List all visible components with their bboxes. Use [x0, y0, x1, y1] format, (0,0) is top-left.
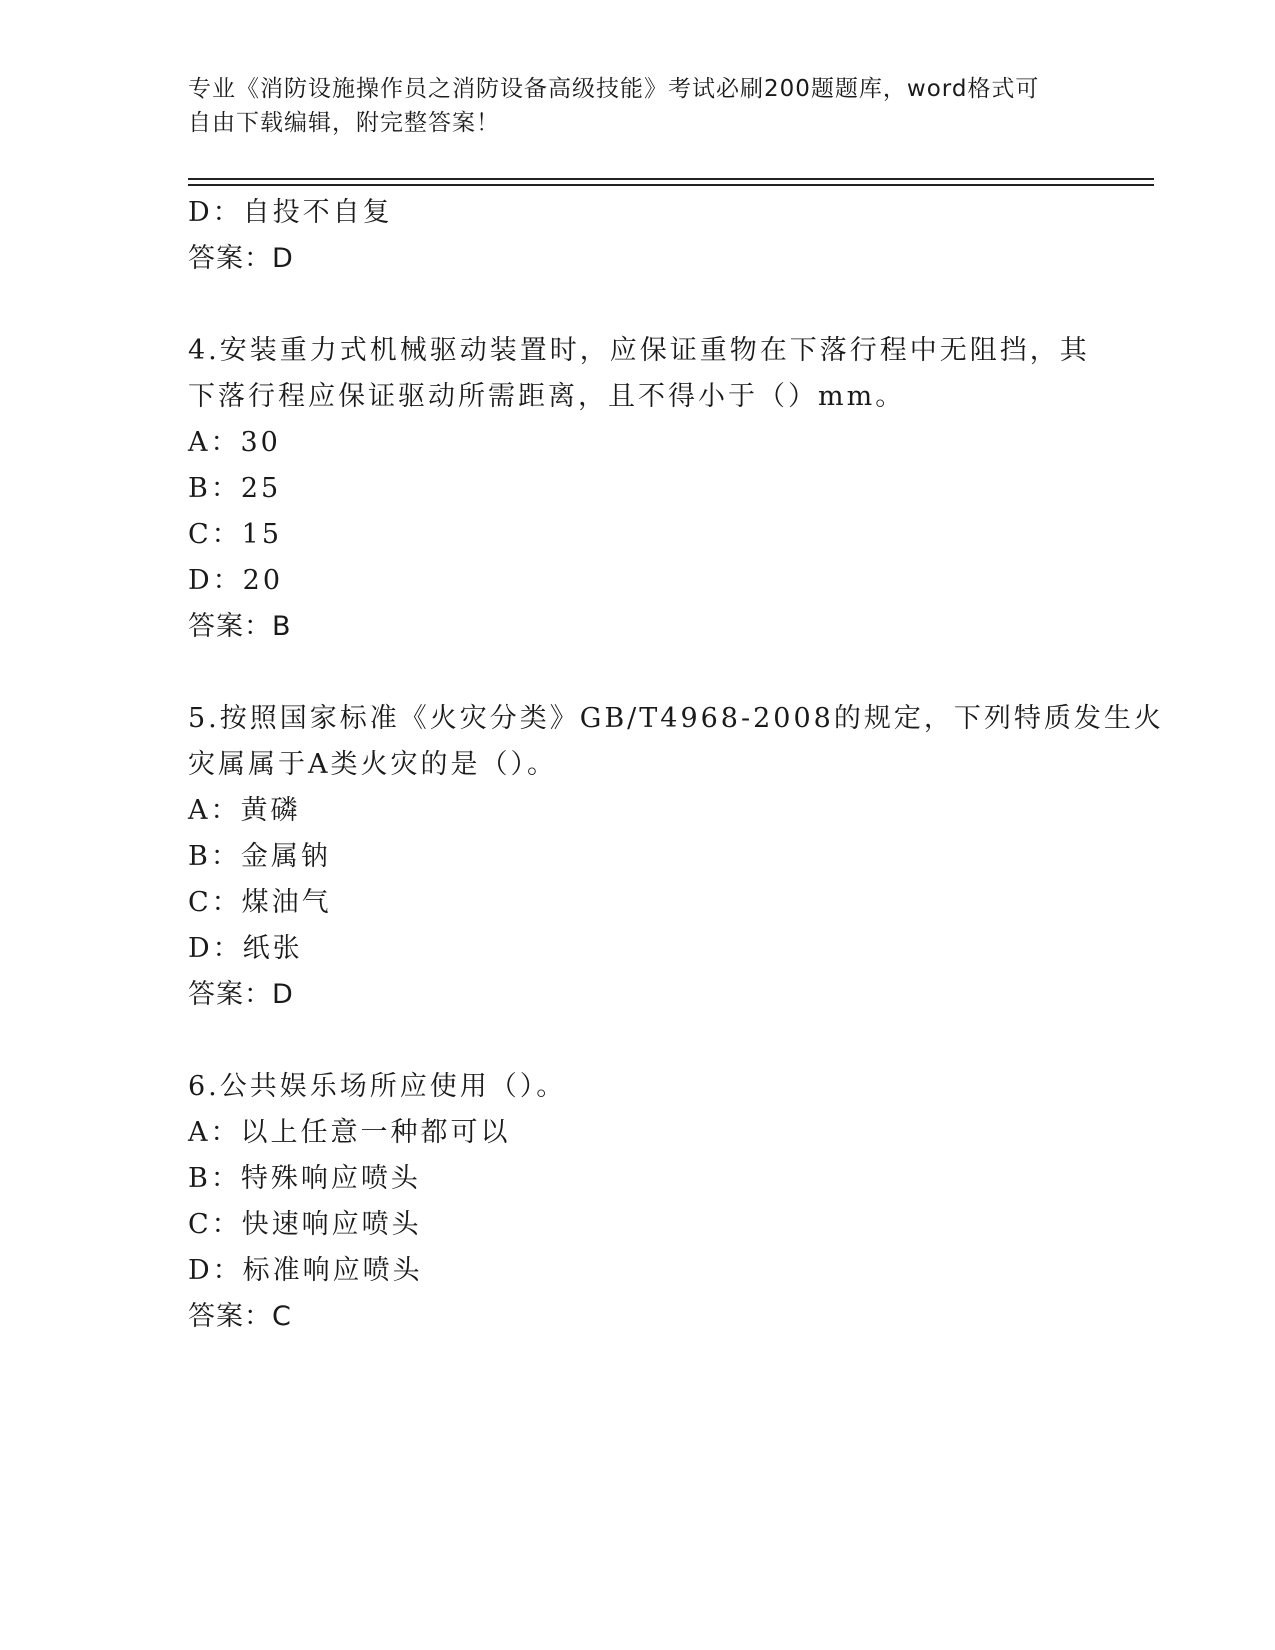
option-c: C：15 — [188, 519, 283, 550]
option-a: A：30 — [188, 427, 281, 458]
spacer — [188, 1018, 1148, 1064]
answer: 答案：C — [188, 1301, 292, 1332]
question-stem: 5.按照国家标准《火灾分类》GB/T4968-2008的规定，下列特质发生火 — [188, 703, 1164, 734]
option-d: D：标准响应喷头 — [188, 1255, 423, 1286]
question-stem: 下落行程应保证驱动所需距离，且不得小于（）mm。 — [188, 381, 906, 412]
option-b: B：金属钠 — [188, 841, 331, 872]
option-c: C：煤油气 — [188, 887, 332, 918]
document-header — [188, 72, 1068, 140]
option-d: D：自投不自复 — [188, 197, 393, 228]
option-a: A：以上任意一种都可以 — [188, 1117, 511, 1148]
header-line-2: 自由下载编辑，附完整答案！ — [188, 110, 500, 136]
option-b: B：25 — [188, 473, 282, 504]
question-stem: 4.安装重力式机械驱动装置时，应保证重物在下落行程中无阻挡，其 — [188, 335, 1090, 366]
question-stem: 灾属属于A类火灾的是（）。 — [188, 749, 557, 780]
answer: 答案：B — [188, 611, 292, 642]
question-5 — [188, 696, 1164, 1018]
option-b: B：特殊响应喷头 — [188, 1163, 421, 1194]
answer: 答案：D — [188, 979, 294, 1010]
option-c: C：快速响应喷头 — [188, 1209, 422, 1240]
answer: 答案：D — [188, 243, 294, 274]
header-line-1: 专业《消防设施操作员之消防设备高级技能》考试必刷200题题库，word格式可 — [188, 76, 1040, 102]
option-d: D：20 — [188, 565, 284, 596]
question-4 — [188, 328, 1148, 650]
question-6 — [188, 1064, 1148, 1340]
question-3-tail — [188, 190, 1148, 282]
spacer — [188, 650, 1148, 696]
header-divider-top — [188, 178, 1154, 180]
option-d: D：纸张 — [188, 933, 303, 964]
header-divider-bottom — [188, 184, 1154, 186]
spacer — [188, 282, 1148, 328]
question-stem: 6.公共娱乐场所应使用（）。 — [188, 1071, 567, 1102]
document-body — [188, 190, 1164, 1340]
option-a: A：黄磷 — [188, 795, 301, 826]
